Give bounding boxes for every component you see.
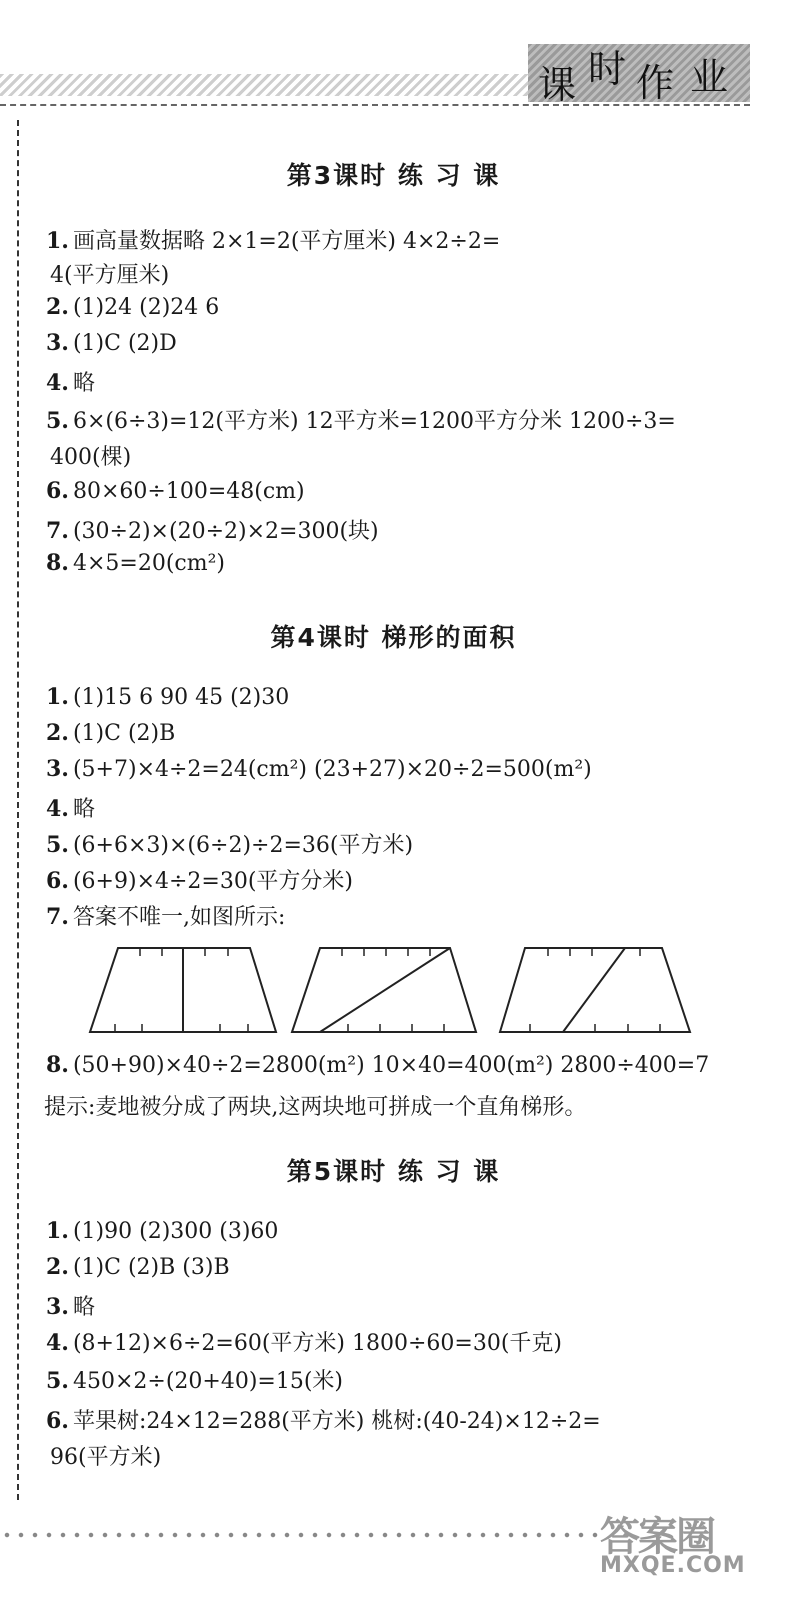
header-divider	[0, 104, 750, 106]
answer-line: 400(棵)	[50, 445, 132, 470]
answer-line: 2. (1)C (2)B	[46, 720, 176, 746]
section-title: 第5课时 练 习 课	[286, 1157, 501, 1186]
answer-line: 提示:麦地被分成了两块,这两块地可拼成一个直角梯形。	[44, 1095, 587, 1120]
header-stripe	[0, 74, 530, 96]
answer-line: 5. 450×2÷(20+40)=15(米)	[46, 1368, 344, 1394]
answer-line: 1. 画高量数据略 2×1=2(平方厘米) 4×2÷2=	[46, 228, 501, 254]
header-char: 作	[636, 61, 675, 105]
trapezoid-figures	[80, 940, 700, 1040]
answer-line: 96(平方米)	[50, 1445, 162, 1470]
section-title: 第3课时 练 习 课	[286, 161, 501, 190]
answer-line: 3. 略	[46, 1294, 95, 1320]
answer-line: 1. (1)15 6 90 45 (2)30	[46, 684, 290, 710]
answer-line: 8. 4×5=20(cm²)	[46, 550, 225, 576]
trapezoid-figure-3	[500, 948, 690, 1032]
answer-line: 4(平方厘米)	[50, 263, 170, 288]
answer-line: 4. 略	[46, 370, 95, 396]
header-char: 业	[690, 55, 729, 99]
answer-line: 5. 6×(6÷3)=12(平方米) 12平方米=1200平方分米 1200÷3=	[46, 408, 676, 434]
watermark-url: MXQE.COM	[600, 1553, 746, 1578]
answer-line: 3. (5+7)×4÷2=24(cm²) (23+27)×20÷2=500(m²)	[46, 756, 592, 782]
trapezoid-figure-2	[292, 948, 476, 1032]
answer-line: 7. (30÷2)×(20÷2)×2=300(块)	[46, 518, 379, 544]
watermark-text: 答案圈	[600, 1514, 714, 1560]
answer-line: 3. (1)C (2)D	[46, 330, 177, 356]
answer-line: 2. (1)24 (2)24 6	[46, 294, 220, 320]
page-header	[0, 0, 787, 120]
header-char: 课	[538, 63, 577, 107]
answer-line: 4. 略	[46, 796, 95, 822]
header-tab	[528, 44, 750, 107]
margin-line	[17, 120, 19, 1500]
answer-line: 4. (8+12)×6÷2=60(平方米) 1800÷60=30(千克)	[46, 1330, 563, 1356]
answer-line: 6. 80×60÷100=48(cm)	[46, 478, 305, 504]
footer-dots	[0, 1528, 600, 1542]
watermark-logo	[600, 1505, 746, 1578]
answer-line: 8. (50+90)×40÷2=2800(m²) 10×40=400(m²) 2800÷400=7	[46, 1052, 710, 1078]
answer-line: 1. (1)90 (2)300 (3)60	[46, 1218, 279, 1244]
answer-line: 7. 答案不唯一,如图所示:	[46, 904, 286, 930]
section-title: 第4课时 梯形的面积	[270, 623, 517, 652]
answer-line: 5. (6+6×3)×(6÷2)÷2=36(平方米)	[46, 832, 414, 858]
trapezoid-figure-1	[90, 948, 276, 1032]
answer-line: 6. 苹果树:24×12=288(平方米) 桃树:(40-24)×12÷2=	[46, 1408, 601, 1434]
header-char: 时	[588, 47, 627, 91]
answer-line: 6. (6+9)×4÷2=30(平方分米)	[46, 868, 354, 894]
answer-line: 2. (1)C (2)B (3)B	[46, 1254, 230, 1280]
